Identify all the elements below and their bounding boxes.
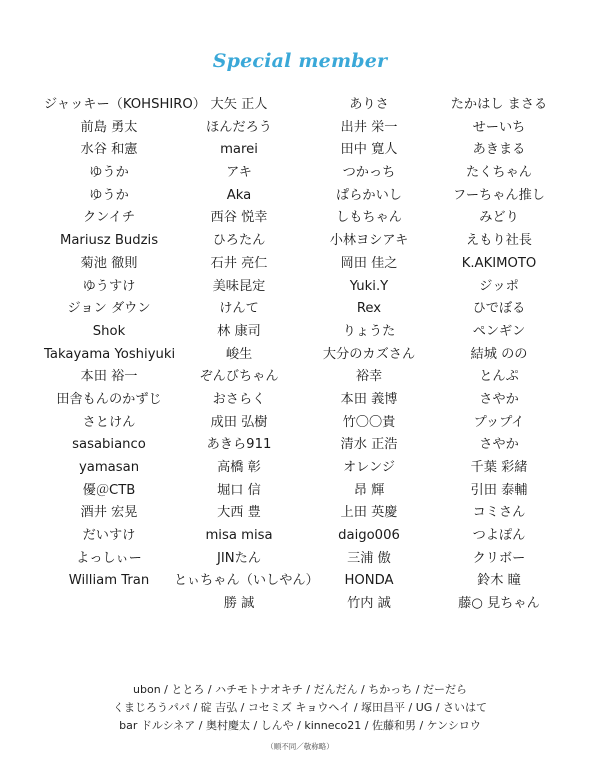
member-name: とんぷ bbox=[479, 369, 519, 385]
member-name: 酒井 宏晃 bbox=[80, 505, 138, 521]
member-name: 石井 亮仁 bbox=[210, 255, 268, 271]
member-name: 大分のカズさん bbox=[322, 346, 416, 362]
member-name: Aka bbox=[226, 187, 252, 203]
member-name: ひろたん bbox=[212, 233, 266, 249]
member-name: Yuki.Y bbox=[349, 278, 389, 294]
member-name: 菊池 徹則 bbox=[80, 255, 138, 271]
member-name: 引田 泰輔 bbox=[470, 482, 528, 498]
member-name: 大矢 正人 bbox=[210, 97, 268, 112]
member-name: たかはし まさる bbox=[450, 97, 548, 112]
member-name: 西谷 悦幸 bbox=[210, 210, 268, 226]
member-name: 竹内 誠 bbox=[347, 596, 391, 612]
member-name bbox=[174, 616, 304, 639]
member-name bbox=[304, 639, 434, 662]
member-name: misa misa bbox=[205, 528, 273, 544]
member-name: ぞんびちゃん bbox=[199, 369, 279, 385]
member-name: ゆうすけ bbox=[82, 278, 136, 294]
order-note: （順不同／敬称略） bbox=[266, 742, 334, 751]
member-name: 竹〇〇貴 bbox=[342, 414, 396, 430]
member-name: えもり社長 bbox=[466, 233, 532, 249]
member-name: daigo006 bbox=[338, 528, 400, 544]
member-name: 千葉 彩緒 bbox=[470, 460, 528, 475]
member-name: 岡田 佳之 bbox=[340, 255, 398, 271]
member-name: 裕幸 bbox=[355, 369, 383, 385]
member-name: Takayama Yoshiyuki bbox=[44, 346, 176, 362]
member-name: 昂 輝 bbox=[353, 482, 385, 498]
member-name: 上田 英慶 bbox=[340, 505, 398, 521]
member-name bbox=[44, 639, 174, 662]
member-name: ペンギン bbox=[472, 323, 526, 339]
member-name: 大西 豊 bbox=[217, 505, 261, 521]
member-name: あきら911 bbox=[206, 437, 272, 453]
member-name bbox=[174, 639, 304, 662]
member-name: クリボー bbox=[472, 550, 526, 566]
member-name bbox=[44, 593, 174, 616]
member-name: けんて bbox=[219, 301, 259, 317]
member-name: ほんだろう bbox=[206, 119, 272, 135]
page-title: Special member bbox=[212, 50, 388, 72]
member-name bbox=[434, 639, 564, 662]
member-name: 結城 のの bbox=[470, 346, 528, 362]
member-name: 小林ヨシアキ bbox=[329, 233, 409, 249]
member-name: だいすけ bbox=[82, 528, 136, 544]
member-name: K.AKIMOTO bbox=[461, 255, 537, 271]
member-name: 鈴木 瞳 bbox=[477, 573, 521, 589]
member-name: オレンジ bbox=[342, 460, 396, 475]
member-name: つよぽん bbox=[472, 528, 526, 544]
member-name: とぃちゃん（いしやん） bbox=[174, 573, 319, 589]
member-name: よっしぃー bbox=[76, 550, 142, 566]
member-name: あきまる bbox=[472, 142, 526, 158]
member-name: プップイ bbox=[473, 414, 525, 430]
typed-names-line-2: くまじろうパパ / 碇 吉弘 / コセミズ キョウヘイ / 塚田昌平 / UG / さいはて bbox=[112, 701, 488, 714]
member-name: 田舎もんのかずじ bbox=[56, 391, 162, 407]
member-name: みどり bbox=[479, 210, 519, 226]
member-name: 清水 正浩 bbox=[340, 437, 398, 453]
member-name: ゆうか bbox=[89, 165, 129, 181]
member-name: コミさん bbox=[472, 505, 526, 521]
member-name bbox=[434, 616, 564, 639]
member-name: sasabianco bbox=[72, 437, 146, 453]
member-name: 堀口 信 bbox=[217, 482, 261, 498]
member-name: 林 康司 bbox=[217, 323, 261, 339]
member-name: ゆうか bbox=[89, 187, 129, 203]
member-name: せーいち bbox=[472, 119, 526, 135]
member-name: JINたん bbox=[216, 550, 262, 566]
member-name: 三浦 傲 bbox=[347, 550, 391, 566]
member-name: さやか bbox=[479, 391, 519, 407]
member-name: りょうた bbox=[342, 323, 396, 339]
typed-names-line-1: ubon / ととろ / ハチモトナオキチ / だんだん / ちかっち / だーだら bbox=[133, 683, 467, 696]
member-name: 出井 栄一 bbox=[340, 119, 398, 135]
member-name: 本田 義博 bbox=[340, 391, 398, 407]
member-name: yamasan bbox=[78, 460, 140, 475]
member-name: Mariusz Budzis bbox=[59, 233, 159, 249]
member-name: ぱらかいし bbox=[336, 187, 402, 203]
member-name: 本田 裕一 bbox=[80, 369, 138, 385]
member-name: たくちゃん bbox=[466, 165, 532, 181]
member-name bbox=[44, 616, 174, 639]
member-name: 水谷 和憲 bbox=[80, 142, 138, 158]
member-name: 勝 誠 bbox=[223, 596, 255, 612]
member-name: Rex bbox=[356, 301, 382, 317]
member-name: おさらく bbox=[212, 391, 266, 407]
member-name: HONDA bbox=[344, 573, 394, 589]
member-name: ジッポ bbox=[479, 278, 519, 294]
member-name: フーちゃん推し bbox=[453, 187, 545, 203]
member-name: ジョン ダウン bbox=[67, 301, 151, 317]
member-name: ありさ bbox=[349, 97, 389, 112]
member-name: 田中 寛人 bbox=[340, 142, 398, 158]
member-name: 藤○ 見ちゃん bbox=[458, 596, 540, 612]
member-name: ひでぼる bbox=[472, 301, 526, 317]
member-name: 前島 勇太 bbox=[80, 119, 138, 135]
member-name: アキ bbox=[226, 165, 252, 181]
member-name: さやか bbox=[479, 437, 519, 453]
member-name: しもちゃん bbox=[336, 210, 402, 226]
member-name: 美味昆定 bbox=[212, 278, 266, 294]
member-name: さとけん bbox=[82, 414, 136, 430]
member-name: 優＠CTB bbox=[82, 482, 136, 498]
member-name: ジャッキー（KOHSHIRO） bbox=[44, 97, 206, 112]
member-name: クンイチ bbox=[82, 210, 136, 226]
typed-names-line-3: bar ドルシネア / 奥村慶太 / しんや / kinneco21 / 佐藤和男 / ケンシロウ bbox=[119, 719, 481, 732]
member-name: Shok bbox=[92, 323, 126, 339]
names-grid bbox=[44, 94, 564, 662]
member-name: William Tran bbox=[68, 573, 150, 589]
member-name bbox=[304, 616, 434, 639]
member-name: 成田 弘樹 bbox=[210, 414, 268, 430]
member-name: 峻生 bbox=[225, 346, 253, 362]
member-name: 高橋 彰 bbox=[217, 460, 261, 475]
member-name: marei bbox=[220, 142, 258, 158]
member-name: つかっち bbox=[342, 165, 396, 181]
